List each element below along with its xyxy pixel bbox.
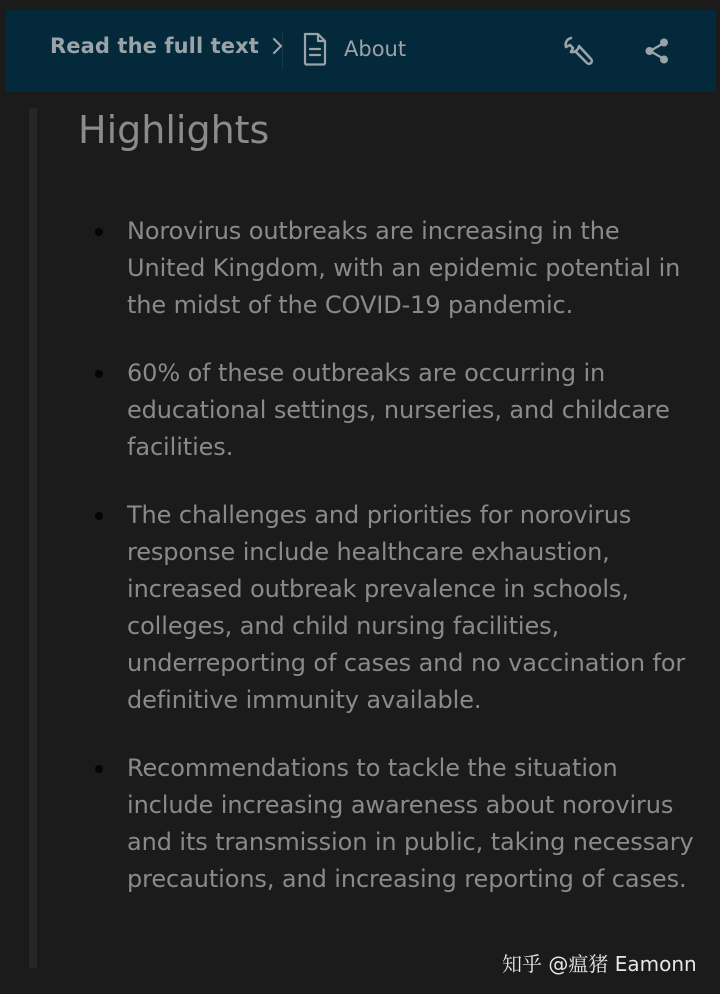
- list-item-text: Recommendations to tackle the situation include increasing awareness about norovirus and its transmission in public, taking necessary precautions, and increasing reporting of cases.: [127, 754, 694, 893]
- bullet-dot: [95, 765, 103, 773]
- list-item-text: Norovirus outbreaks are increasing in the United Kingdom, with an epidemic potential in the midst of the COVID-19 pandemic.: [127, 217, 681, 319]
- read-full-text-button[interactable]: [50, 34, 285, 58]
- about-button[interactable]: [302, 32, 406, 66]
- list-item: [90, 497, 700, 719]
- section-side-bar: [29, 108, 37, 968]
- wrench-icon[interactable]: [562, 34, 596, 68]
- list-item: [90, 213, 700, 324]
- watermark: 知乎 @瘟猪 Eamonn: [502, 952, 697, 976]
- document-icon: [302, 32, 328, 66]
- list-item: [90, 750, 700, 898]
- read-full-text-label: Read the full text: [50, 34, 259, 58]
- section-heading: Highlights: [78, 108, 270, 152]
- bullet-dot: [95, 370, 103, 378]
- toolbar-divider: [282, 32, 283, 70]
- about-label: About: [344, 37, 407, 61]
- share-icon[interactable]: [642, 36, 672, 66]
- highlights-list: [90, 213, 700, 929]
- bullet-dot: [95, 228, 103, 236]
- top-toolbar: [6, 10, 716, 92]
- list-item-text: 60% of these outbreaks are occurring in educational settings, nurseries, and childcare facilities.: [127, 359, 670, 461]
- list-item: [90, 355, 700, 466]
- list-item-text: The challenges and priorities for norovirus response include healthcare exhaustion, increased outbreak prevalence in schools, colleges, and child nursing facilities, underreporting of cases and no vaccination for definitive immunity available.: [127, 501, 686, 714]
- bullet-dot: [95, 512, 103, 520]
